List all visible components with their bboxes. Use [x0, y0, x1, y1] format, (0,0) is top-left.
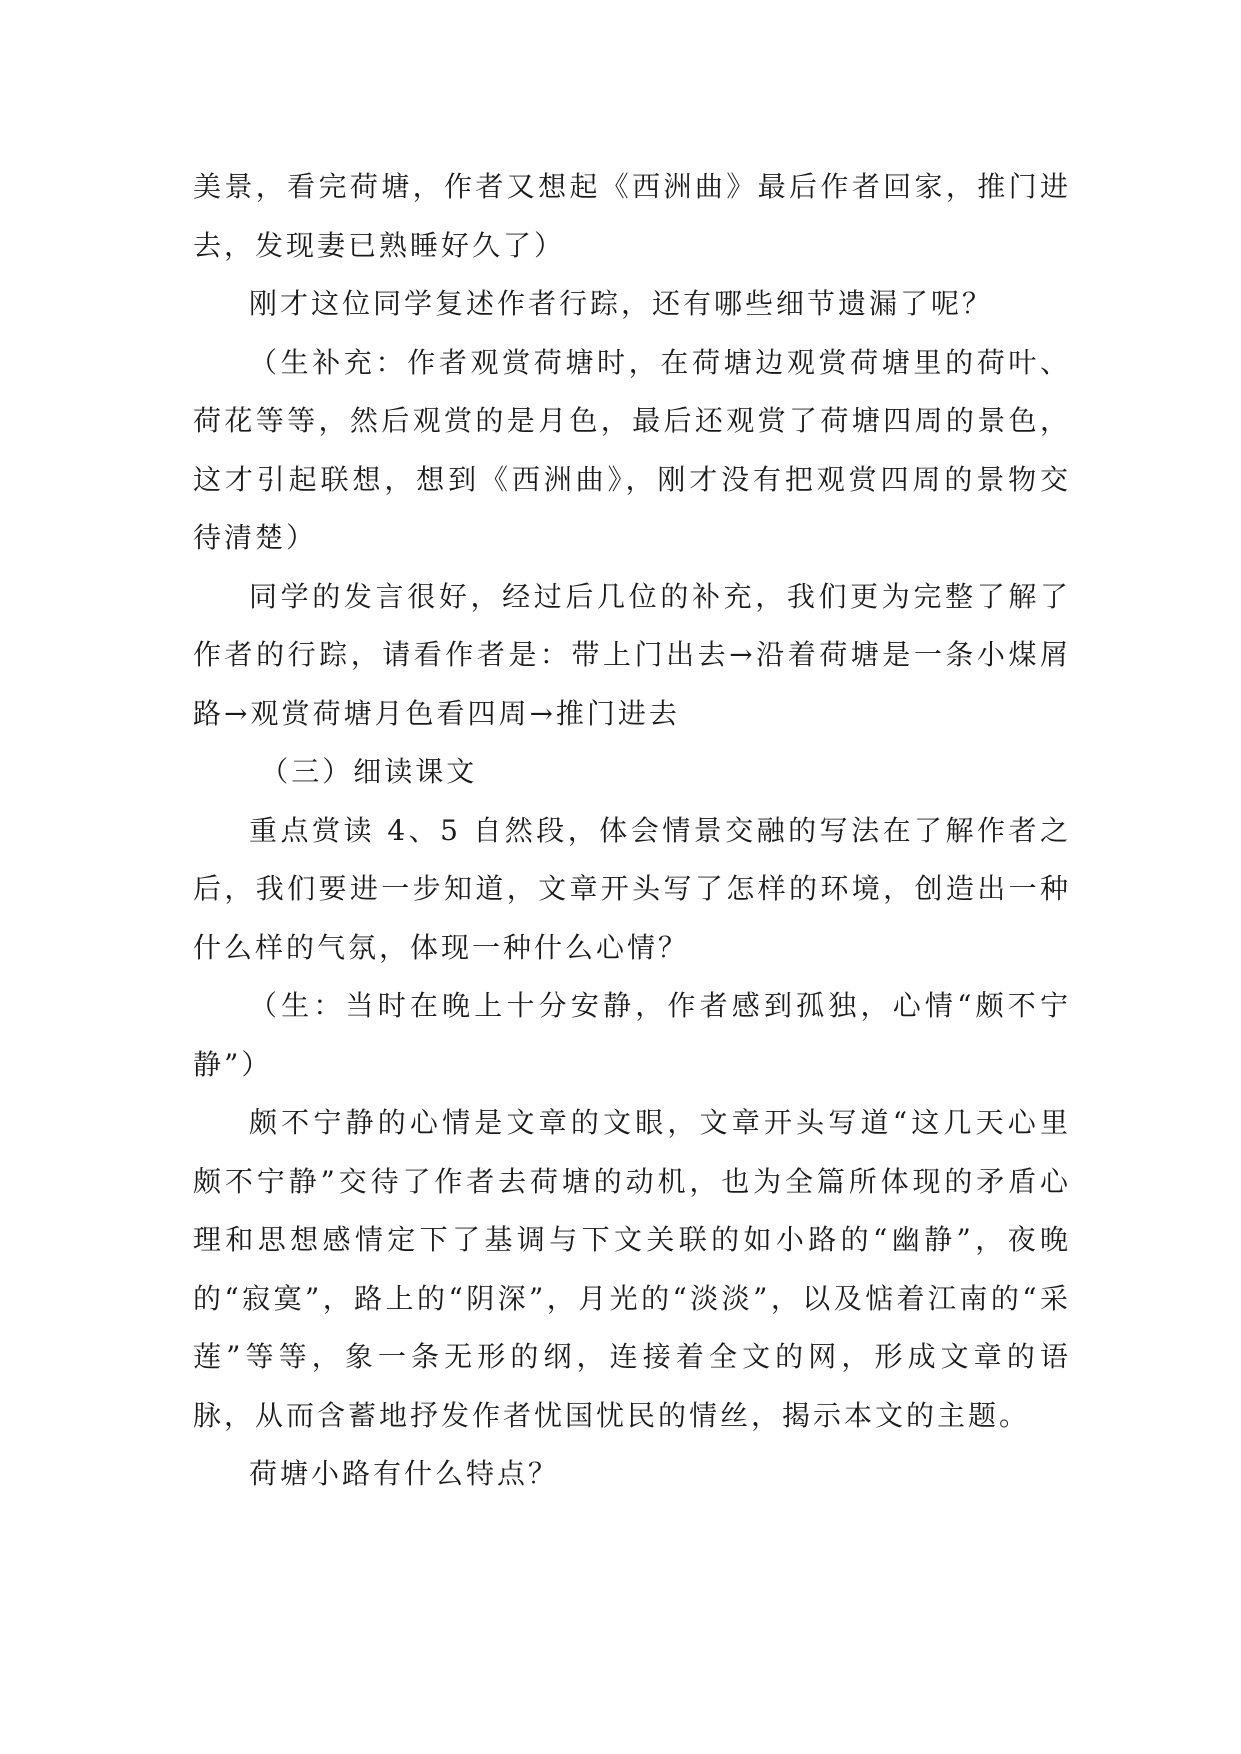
paragraph-key-reading: 重点赏读 4、5 自然段，体会情景交融的写法在了解作者之后，我们要进一步知道，文章开头写了怎样的环境，创造出一种什么样的气氛，体现一种什么心情？ [193, 813, 1071, 964]
paragraph-text-eye: 颇不宁静的心情是文章的文眼，文章开头写道“这几天心里颇不宁静”交待了作者去荷塘的动机，也为全篇所体现的矛盾心理和思想感情定下了基调与下文关联的如小路的“幽静”，夜晚的“寂寞”，路上的“阴深”，月光的“淡淡”，以及惦着江南的“采莲”等等，象一条无形的纲，连接着全文的网，形成文章的语脉，从而含蓄地抒发作者忧国忧民的情丝，揭示本文的主题。 [193, 1106, 1071, 1432]
paragraph-student-answer: （生：当时在晚上十分安静，作者感到孤独，心情“颇不宁静”） [193, 989, 1071, 1081]
document-body [193, 158, 1071, 1504]
paragraph-continuation: 美景，看完荷塘，作者又想起《西洲曲》最后作者回家，推门进去，发现妻已熟睡好久了） [193, 170, 1071, 262]
paragraph-author-route: 同学的发言很好，经过后几位的补充，我们更为完整了解了作者的行踪，请看作者是：带上门出去→沿着荷塘是一条小煤屑路→观赏荷塘月色看四周→推门进去 [193, 579, 1071, 730]
paragraph-question-details: 刚才这位同学复述作者行踪，还有哪些细节遗漏了呢？ [249, 287, 994, 320]
section-heading-close-reading: （三）细读课文 [260, 755, 478, 788]
paragraph-student-supplement: （生补充：作者观赏荷塘时，在荷塘边观赏荷塘里的荷叶、荷花等等，然后观赏的是月色，最后还观赏了荷塘四周的景色，这才引起联想，想到《西洲曲》，刚才没有把观赏四周的景物交待清楚） [193, 345, 1071, 554]
paragraph-path-question: 荷塘小路有什么特点？ [249, 1457, 560, 1490]
